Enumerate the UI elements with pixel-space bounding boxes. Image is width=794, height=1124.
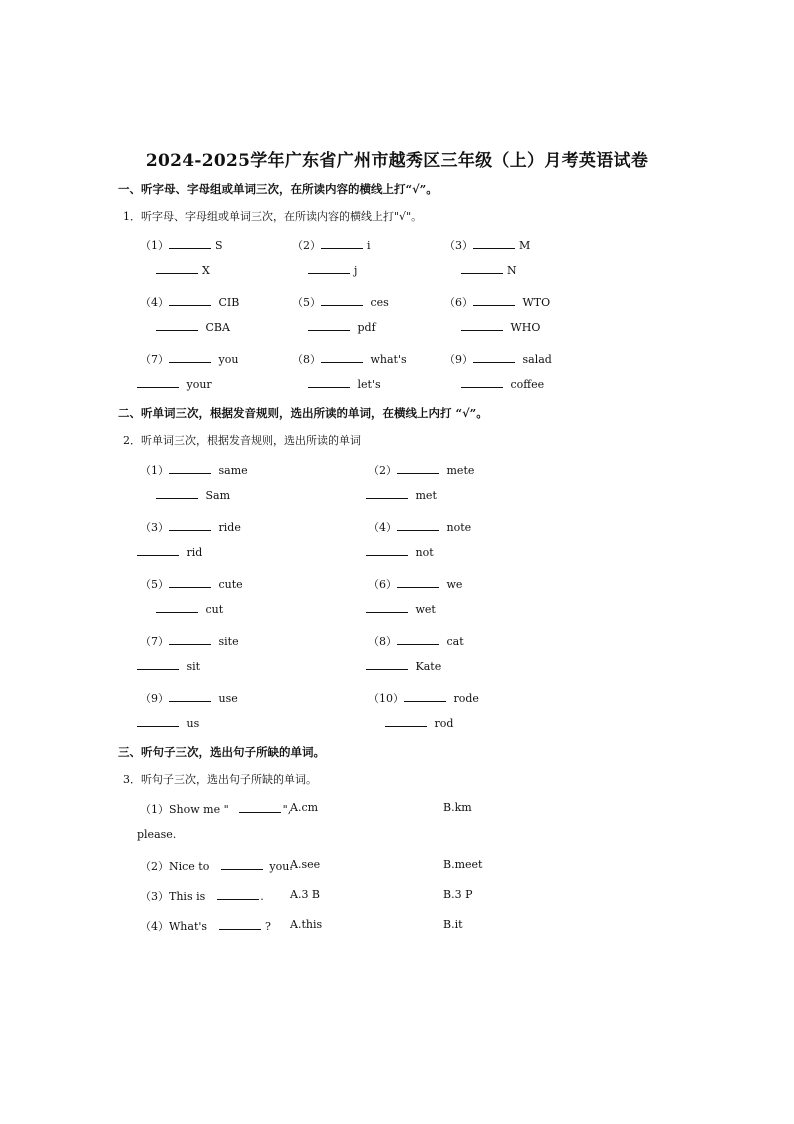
item-number: （7） [140,353,169,366]
item-number: （5） [140,578,169,591]
q1-item-2-alt [308,264,357,277]
option-text: same [218,464,248,477]
item-number: （4） [140,296,169,309]
answer-blank[interactable] [137,660,179,670]
answer-blank[interactable] [169,692,211,702]
answer-blank[interactable] [169,464,211,474]
item-number: （3） [444,239,473,252]
q1-item-2 [292,237,371,253]
answer-blank[interactable] [366,660,408,670]
item-number: （2） [292,239,321,252]
option-text: not [415,546,434,559]
answer-blank[interactable] [156,264,198,274]
option-text: salad [522,353,552,366]
option-text: let's [357,378,381,391]
answer-blank[interactable] [221,860,263,870]
answer-blank[interactable] [473,239,515,249]
q1-item-3-alt [461,264,517,277]
option-text: cut [205,603,224,616]
item-number: （10） [368,692,404,705]
q2-item-10-alt [385,717,453,730]
sentence-end: ", [282,803,292,816]
q2-item-6-alt [366,603,436,616]
question-1-stem: 1．听字母、字母组或单词三次，在所读内容的横线上打"√"。 [123,210,423,223]
q1-item-5 [292,294,389,310]
q2-item-1-alt [156,489,230,502]
option-text: Sam [205,489,231,502]
answer-blank[interactable] [397,521,439,531]
q2-item-6 [368,576,462,592]
q3-item-3-option-a[interactable]: A.3 B [290,888,321,901]
answer-blank[interactable] [404,692,446,702]
q2-item-2-alt [366,489,437,502]
q1-item-6 [444,294,550,310]
q3-item-2 [140,858,293,874]
option-text: WHO [510,321,541,334]
option-text: rod [434,717,454,730]
sentence-end: . [260,890,264,903]
option-text: S [215,239,223,252]
item-number: （8） [292,353,321,366]
q3-item-1-continuation: please. [137,828,177,841]
option-text: CIB [218,296,240,309]
sentence-start: Nice to [169,860,210,873]
option-text: you [218,353,239,366]
option-text: WTO [522,296,551,309]
option-text: j [354,264,358,277]
answer-blank[interactable] [169,239,211,249]
answer-blank[interactable] [137,546,179,556]
answer-blank[interactable] [321,239,363,249]
item-number: （9） [140,692,169,705]
page-title: 2024-2025学年广东省广州市越秀区三年级（上）月考英语试卷 [145,151,649,171]
q2-item-2 [368,462,474,478]
option-text: X [202,264,210,277]
option-text: your [186,378,212,391]
sentence-start: Show me " [169,803,229,816]
question-3-stem: 3．听句子三次，选出句子所缺的单词。 [123,773,317,786]
item-number: （2） [140,860,169,873]
answer-blank[interactable] [461,321,503,331]
q2-item-3 [140,519,241,535]
q2-item-7-alt [137,660,200,673]
q3-item-1-option-b[interactable]: B.km [443,801,472,814]
q2-item-8-alt [366,660,441,673]
item-number: （8） [368,635,397,648]
answer-blank[interactable] [397,578,439,588]
option-text: sit [186,660,201,673]
item-number: （1） [140,464,169,477]
q1-item-4 [140,294,239,310]
answer-blank[interactable] [219,920,261,930]
q3-item-4 [140,918,271,934]
q1-item-9-alt [461,378,544,391]
q1-item-6-alt [461,321,540,334]
answer-blank[interactable] [169,635,211,645]
option-text: mete [446,464,475,477]
q2-item-9-alt [137,717,199,730]
item-number: （6） [444,296,473,309]
q2-item-4-alt [366,546,434,559]
answer-blank[interactable] [137,378,179,388]
option-text: N [507,264,517,277]
option-text: coffee [510,378,545,391]
answer-blank[interactable] [366,603,408,613]
item-number: （4） [368,521,397,534]
q3-item-2-option-a[interactable]: A.see [290,858,321,871]
q2-item-8 [368,633,464,649]
q2-item-9 [140,690,238,706]
q1-item-1 [140,237,223,253]
item-number: （1） [140,803,169,816]
item-number: （6） [368,578,397,591]
section-heading-3: 三、听句子三次，选出句子所缺的单词。 [118,745,325,759]
answer-blank[interactable] [366,489,408,499]
item-number: （3） [140,521,169,534]
section-heading-2: 二、听单词三次，根据发音规则，选出所读的单词，在横线上内打 “√”。 [118,406,488,420]
q2-item-3-alt [137,546,202,559]
option-text: rid [186,546,203,559]
option-text: note [446,521,472,534]
option-text: use [218,692,238,705]
section-heading-1: 一、听字母、字母组或单词三次，在所读内容的横线上打“√”。 [118,182,438,196]
answer-blank[interactable] [461,264,503,274]
option-text: we [446,578,463,591]
answer-blank[interactable] [169,353,211,363]
option-text: M [519,239,531,252]
item-number: （2） [368,464,397,477]
item-number: （4） [140,920,169,933]
question-2-stem: 2．听单词三次，根据发音规则，选出所读的单词 [123,434,361,447]
option-text: rode [453,692,479,705]
q1-item-1-alt [156,264,210,277]
q1-item-5-alt [308,321,376,334]
q1-item-8-alt [308,378,381,391]
item-number: （1） [140,239,169,252]
q3-item-4-option-a[interactable]: A.this [290,918,323,931]
answer-blank[interactable] [239,803,281,813]
q3-item-4-option-b[interactable]: B.it [443,918,463,931]
answer-blank[interactable] [308,264,350,274]
q3-item-1-option-a[interactable]: A.cm [290,801,319,814]
q1-item-8 [292,351,407,367]
option-text: what's [370,353,407,366]
q2-item-5 [140,576,243,592]
option-text: ride [218,521,241,534]
option-text: i [367,239,371,252]
option-text: wet [415,603,436,616]
answer-blank[interactable] [217,890,259,900]
answer-blank[interactable] [321,296,363,306]
answer-blank[interactable] [473,353,515,363]
option-text: ces [370,296,389,309]
q1-item-9 [444,351,552,367]
sentence-end: you. [269,860,293,873]
answer-blank[interactable] [385,717,427,727]
q2-item-1 [140,462,248,478]
answer-blank[interactable] [321,353,363,363]
item-number: （3） [140,890,169,903]
answer-blank[interactable] [308,321,350,331]
answer-blank[interactable] [473,296,515,306]
option-text: CBA [205,321,230,334]
answer-blank[interactable] [366,546,408,556]
q3-item-3-option-b[interactable]: B.3 P [443,888,473,901]
q3-item-1 [140,801,291,817]
q2-item-10 [368,690,479,706]
answer-blank[interactable] [169,296,211,306]
q3-item-2-option-b[interactable]: B.meet [443,858,483,871]
q2-item-4 [368,519,471,535]
sentence-start: What's [169,920,208,933]
answer-blank[interactable] [397,635,439,645]
sentence-end: ? [265,920,271,933]
option-text: cute [218,578,243,591]
option-text: pdf [357,321,376,334]
answer-blank[interactable] [156,489,198,499]
item-number: （7） [140,635,169,648]
option-text: Kate [415,660,442,673]
answer-blank[interactable] [137,717,179,727]
answer-blank[interactable] [308,378,350,388]
item-number: （9） [444,353,473,366]
option-text: met [415,489,437,502]
answer-blank[interactable] [169,521,211,531]
answer-blank[interactable] [156,603,198,613]
answer-blank[interactable] [169,578,211,588]
q2-item-5-alt [156,603,223,616]
answer-blank[interactable] [461,378,503,388]
sentence-start: This is [169,890,206,903]
q1-item-7-alt [137,378,212,391]
answer-blank[interactable] [156,321,198,331]
q1-item-7 [140,351,238,367]
option-text: site [218,635,239,648]
q1-item-3 [444,237,530,253]
option-text: cat [446,635,464,648]
q1-item-4-alt [156,321,230,334]
q2-item-7 [140,633,239,649]
option-text: us [186,717,200,730]
answer-blank[interactable] [397,464,439,474]
item-number: （5） [292,296,321,309]
q3-item-3 [140,888,264,904]
